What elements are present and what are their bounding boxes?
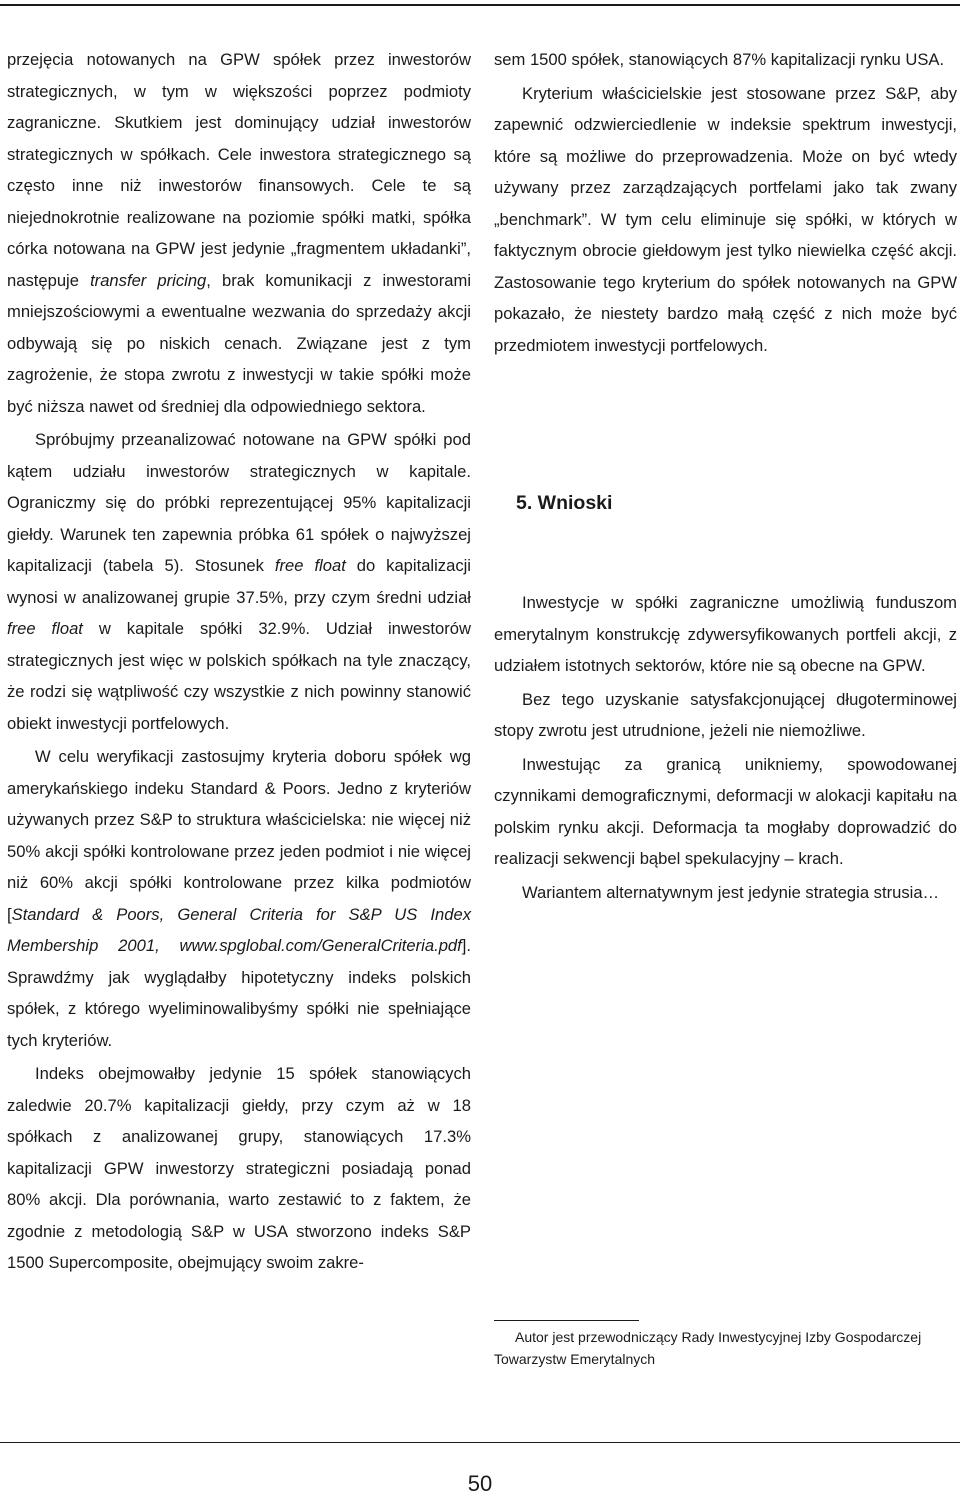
- term-free-float: free float: [7, 619, 83, 638]
- conclusions-text: [494, 587, 957, 908]
- page-number: 50: [467, 1471, 493, 1496]
- right-paragraph-2: Kryterium właścicielskie jest stosowane przez S&P, aby zapewnić odzwierciedlenie w indeksie spektrum inwestycji, które są możliwe do przeprowadzenia. Może on być wtedy używany przez zarządzających portfelami jako tak zwany „benchmark”. W tym celu eliminuje się spółki, w których w faktycznym obrocie giełdowym jest tylko niewielka część akcji. Zastosowanie tego kryterium do spółek notowanych na GPW pokazało, że niestety bardzo małą część z nich może być przedmiotem inwestycji portfelowych.: [494, 83, 957, 355]
- conclusion-paragraph-3: Inwestując za granicą unikniemy, spowodowanej czynnikami demograficznymi, deformacji w alokacji kapitału na polskim rynku akcji. Deformacja ta mogłaby doprowadzić do realizacji sekwencji bąbel spekulacyjny – krach.: [494, 754, 957, 868]
- term-free-float: free float: [274, 556, 346, 575]
- footnote: Autor jest przewodniczący Rady Inwestycyjnej Izby Gospodarczej Towarzystw Emerytalnych: [494, 1329, 922, 1367]
- citation: Standard & Poors, General Criteria for S&P US Index Membership 2001, www.spglobal.com/GeneralCriteria.pdf: [7, 904, 471, 955]
- right-paragraph-1: sem 1500 spółek, stanowiących 87% kapitalizacji rynku USA.: [494, 50, 945, 69]
- left-paragraph-1: przejęcia notowanych na GPW spółek przez inwestorów strategicznych, w tym w większości poprzez podmioty zagraniczne. Skutkiem jest dominujący udział inwestorów strategicznych w spółkach. Cele inwestora strategicznego są często inne niż inwestorów finansowych. Cele te są niejednokrotnie realizowane na poziomie spółki matki, spółka córka notowana na GPW jest jedynie „fragmentem układanki”, następuje transfer pricing, brak komunikacji z inwestorami mniejszościowymi a ewentualne wezwania do sprzedaży akcji odbywają się po niskich cenach. Związane jest z tym zagrożenie, że stopa zwrotu z inwestycji w takie spółki może być niższa nawet od średniej dla odpowiedniego sektora.: [7, 50, 472, 416]
- left-paragraph-3: W celu weryfikacji zastosujmy kryteria doboru spółek wg amerykańskiego indeku Standard & Poors. Jedno z kryteriów używanych przez S&P to struktura właścicielska: nie więcej niż 50% akcji spółki kontrolowane przez jeden podmiot i nie więcej niż 60% akcji spółki kontrolowane przez kilka podmiotów [Standard & Poors, General Criteria for S&P US Index Membership 2001, www.spglobal.com/GeneralCriteria.pdf]. Sprawdźmy jak wyglądałby hipotetyczny indeks polskich spółek, z którego wyeliminowalibyśmy spółki nie spełniające tych kryteriów.: [7, 747, 471, 1050]
- bottom-rule: [0, 1442, 960, 1443]
- left-paragraph-4: Indeks obejmowałby jedynie 15 spółek stanowiących zaledwie 20.7% kapitalizacji giełdy, przy czym aż w 18 spółkach z analizowanej grupy, stanowiących 17.3% kapitalizacji GPW inwestorzy strategiczni posiadają ponad 80% akcji. Dla porównania, warto zestawić to z faktem, że zgodnie z metodologią S&P w USA stworzono indeks S&P 1500 Supercomposite, obejmujący swoim zakre-: [7, 1064, 471, 1272]
- right-column: [494, 44, 957, 361]
- footnote-rule: [494, 1320, 639, 1321]
- conclusion-paragraph-2: Bez tego uzyskanie satysfakcjonującej długoterminowej stopy zwrotu jest utrudnione, jeżeli nie niemożliwe.: [494, 689, 957, 740]
- top-rule: [0, 4, 960, 6]
- left-paragraph-2: Spróbujmy przeanalizować notowane na GPW spółki pod kątem udziału inwestorów strategicznych w kapitale. Ograniczmy się do próbki reprezentującej 95% kapitalizacji giełdy. Warunek ten zapewnia próbka 61 spółek o najwyższej kapitalizacji (tabela 5). Stosunek free float do kapitalizacji wynosi w analizowanej grupie 37.5%, przy czym średni udział free float w kapitale spółki 32.9%. Udział inwestorów strategicznych jest więc w polskich spółkach na tyle znaczący, że rodzi się wątpliwość czy wszystkie z nich powinny stanowić obiekt inwestycji portfelowych.: [7, 430, 471, 733]
- section-heading: 5. Wnioski: [516, 492, 613, 514]
- term-transfer-pricing: transfer pricing: [90, 270, 207, 290]
- conclusion-paragraph-4: Wariantem alternatywnym jest jedynie strategia strusia…: [522, 882, 940, 902]
- left-column: [7, 44, 471, 1279]
- conclusion-paragraph-1: Inwestycje w spółki zagraniczne umożliwią funduszom emerytalnym konstrukcję zdywersyfikowanych portfeli akcji, z udziałem istotnych sektorów, które nie są obecne na GPW.: [494, 593, 957, 675]
